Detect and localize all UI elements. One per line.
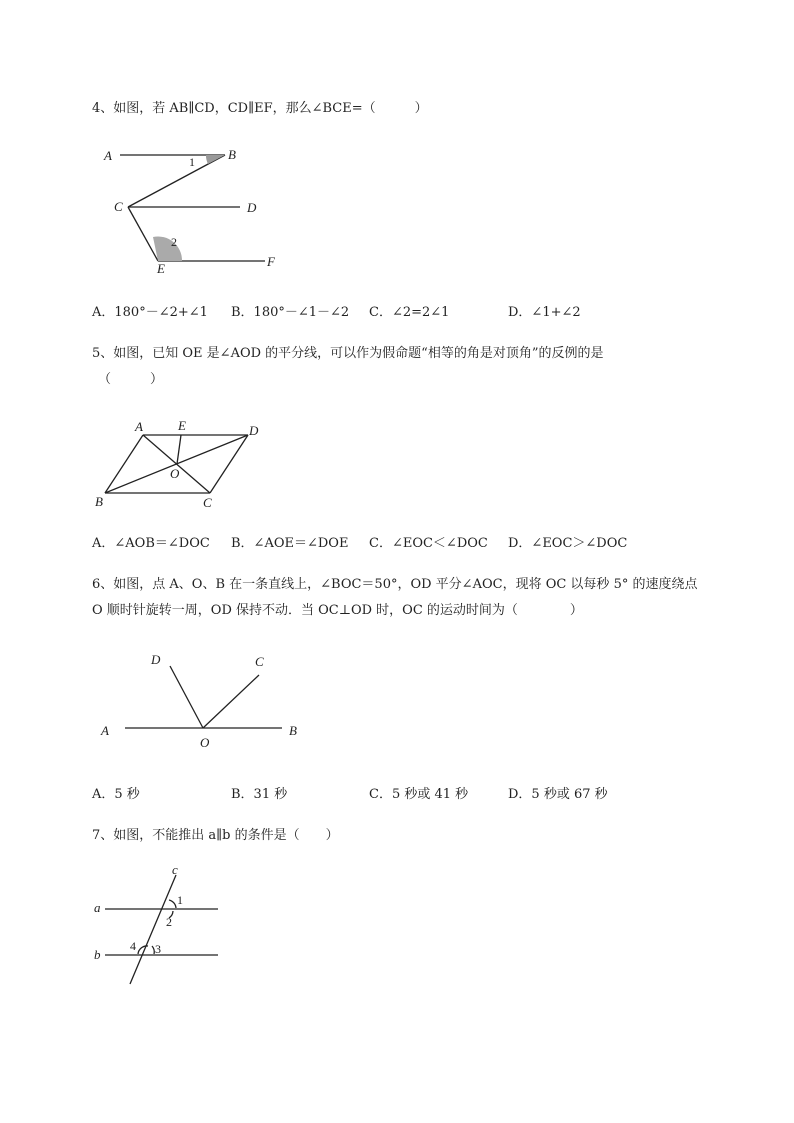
label-2: 2: [171, 235, 177, 249]
q6-stem-line1: 6、如图，点 A、O、B 在一条直线上，∠BOC＝50°，OD 平分∠AOC，现将 OC 以每秒 5° 的速度绕点: [92, 577, 698, 592]
line-ce: [128, 207, 158, 261]
label-c: C: [114, 199, 123, 214]
line-c: [130, 875, 176, 984]
label-3: 3: [155, 942, 161, 956]
label-d: D: [247, 200, 257, 215]
label-a: a: [94, 900, 101, 915]
angle-1-arc: [169, 900, 176, 908]
q7-stem: 7、如图，不能推出 a∥b 的条件是（ ）: [92, 828, 339, 843]
label-c: C: [255, 654, 264, 669]
label-b: b: [94, 947, 101, 962]
angle-2-marker: [153, 236, 182, 261]
side-ab: [105, 435, 143, 493]
diag-bd: [105, 435, 248, 493]
q5-stem-line1: 5、如图，已知 OE 是∠AOD 的平分线，可以作为假命题“相等的角是对顶角”的反例的是: [92, 346, 604, 361]
label-d: D: [151, 652, 161, 667]
q5-option-c[interactable]: C．∠EOC＜∠DOC: [369, 536, 488, 551]
label-1: 1: [189, 155, 195, 169]
q5-figure: [90, 415, 270, 515]
label-o: O: [170, 466, 180, 481]
q4-option-b[interactable]: B．180°－∠1－∠2: [231, 305, 350, 320]
line-bc: [128, 155, 225, 207]
label-1: 1: [177, 893, 183, 907]
label-a: A: [104, 148, 112, 163]
segment-oe: [177, 435, 181, 464]
label-a: A: [135, 419, 143, 434]
q6-option-a[interactable]: A．5 秒: [92, 787, 140, 802]
q5-option-b[interactable]: B．∠AOE＝∠DOE: [231, 536, 349, 551]
q6-option-b[interactable]: B．31 秒: [231, 787, 288, 802]
ray-oc: [203, 675, 259, 728]
q5-stem-line2: （ ）: [98, 372, 164, 387]
label-e: E: [157, 261, 165, 276]
label-o: O: [200, 735, 210, 750]
label-4: 4: [130, 939, 136, 953]
label-c: C: [203, 495, 212, 510]
label-c: c: [172, 862, 178, 877]
q5-option-a[interactable]: A．∠AOB＝∠DOC: [92, 536, 210, 551]
label-2: 2: [166, 915, 172, 929]
label-a: A: [101, 723, 109, 738]
q4-option-c[interactable]: C．∠2=2∠1: [369, 305, 450, 320]
label-b: B: [228, 147, 236, 162]
angle-3-arc: [152, 946, 154, 954]
q4-stem: 4、如图，若 AB∥CD，CD∥EF，那么∠BCE=（ ）: [92, 101, 428, 116]
q6-option-d[interactable]: D．5 秒或 67 秒: [508, 787, 608, 802]
label-f: F: [267, 254, 275, 269]
q5-option-d[interactable]: D．∠EOC＞∠DOC: [508, 536, 628, 551]
q6-figure: [95, 645, 310, 755]
q4-option-a[interactable]: A．180°－∠2+∠1: [92, 305, 208, 320]
ray-od: [170, 666, 203, 728]
q6-option-c[interactable]: C．5 秒或 41 秒: [369, 787, 469, 802]
q7-figure: [90, 862, 230, 987]
label-b: B: [95, 494, 103, 509]
q6-stem-line2: O 顺时针旋转一周，OD 保持不动．当 OC⊥OD 时，OC 的运动时间为（ ）: [92, 603, 583, 618]
label-b: B: [289, 723, 297, 738]
q4-figure: [100, 140, 290, 280]
label-e: E: [178, 418, 186, 433]
q4-option-d[interactable]: D．∠1+∠2: [508, 305, 581, 320]
angle-1-marker: [206, 155, 225, 164]
label-d: D: [249, 423, 259, 438]
side-dc: [210, 435, 248, 493]
